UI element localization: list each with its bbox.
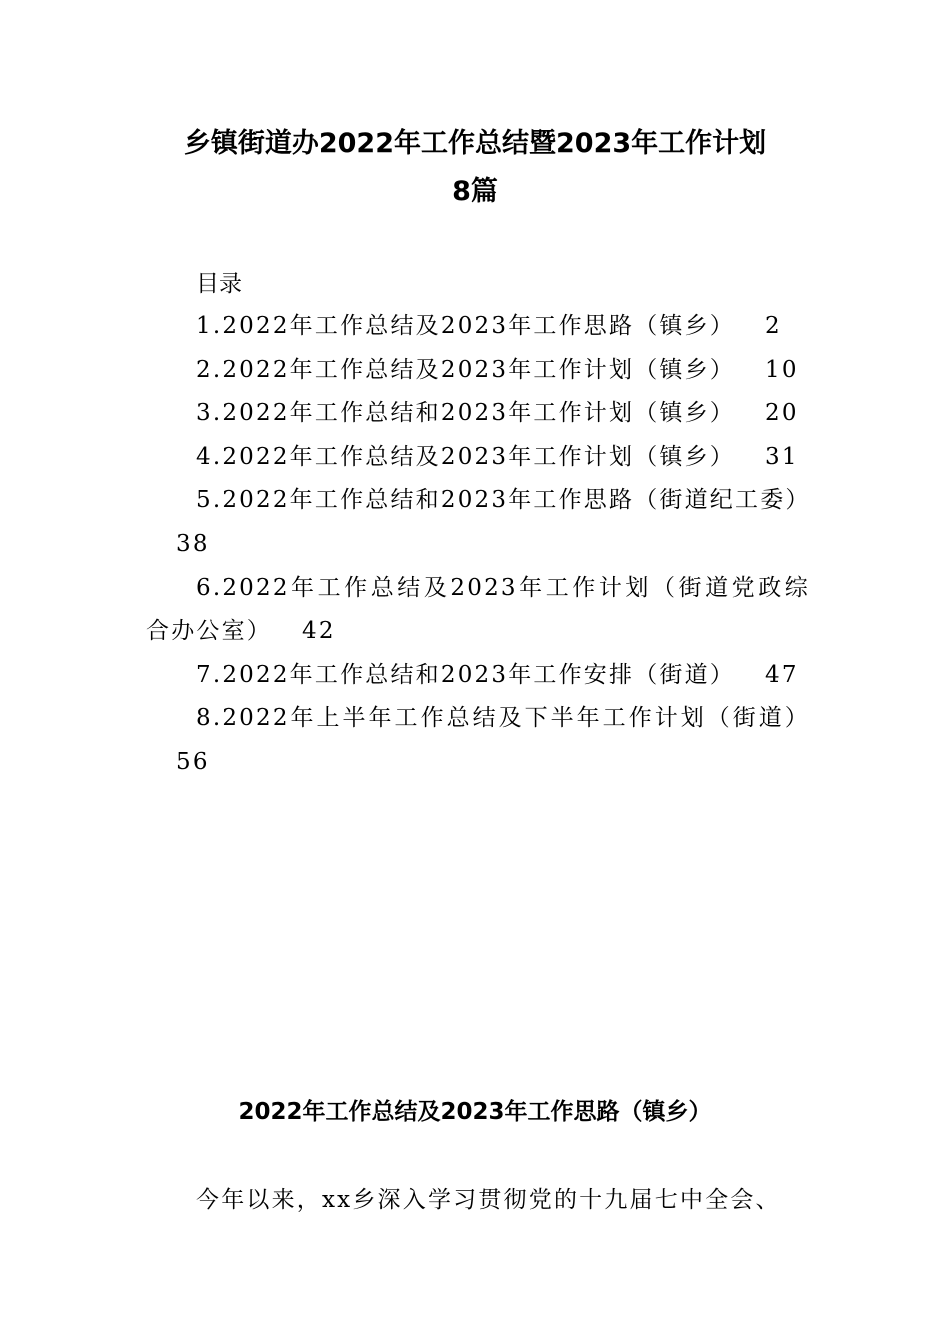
- toc-item-1[interactable]: [146, 305, 810, 349]
- toc-item-6[interactable]: [146, 567, 810, 654]
- toc-item-page: 31: [765, 443, 799, 470]
- toc-item-page: 47: [765, 661, 799, 688]
- table-of-contents: [146, 305, 810, 785]
- toc-item-title: 8.2022年上半年工作总结及下半年工作计划（街道）: [196, 705, 810, 732]
- toc-item-page: 10: [765, 356, 799, 383]
- toc-item-page: 42: [302, 618, 336, 645]
- toc-item-title: 6.2022年工作总结及2023年工作计划（街道党政综合办公室）: [146, 574, 810, 645]
- toc-item-page: 2: [765, 313, 782, 339]
- toc-item-8[interactable]: [146, 697, 810, 784]
- toc-item-title: 2.2022年工作总结及2023年工作计划（镇乡）: [196, 356, 736, 383]
- toc-item-title: 1.2022年工作总结及2023年工作思路（镇乡）: [196, 313, 736, 339]
- toc-item-4[interactable]: [146, 436, 810, 480]
- toc-label: 目录: [196, 271, 242, 297]
- toc-item-5[interactable]: [146, 479, 810, 566]
- section-heading: 2022年工作总结及2023年工作思路（镇乡）: [238, 1099, 712, 1125]
- toc-item-2[interactable]: [146, 349, 810, 393]
- toc-item-page: 20: [765, 400, 799, 427]
- toc-item-title: 7.2022年工作总结和2023年工作安排（街道）: [196, 661, 736, 688]
- toc-item-3[interactable]: [146, 392, 810, 436]
- toc-item-7[interactable]: [146, 654, 810, 698]
- body-paragraph: 今年以来，xx乡深入学习贯彻党的十九届七中全会、: [196, 1187, 781, 1213]
- toc-item-title: 5.2022年工作总结和2023年工作思路（街道纪工委）: [196, 487, 811, 514]
- toc-item-title: 3.2022年工作总结和2023年工作计划（镇乡）: [196, 400, 736, 427]
- toc-item-page: 38: [176, 530, 210, 557]
- document-title: 乡镇街道办2022年工作总结暨2023年工作计划: [183, 128, 767, 159]
- toc-item-title: 4.2022年工作总结及2023年工作计划（镇乡）: [196, 443, 736, 470]
- document-title-count: 8篇: [452, 176, 498, 207]
- toc-item-page: 56: [176, 748, 210, 775]
